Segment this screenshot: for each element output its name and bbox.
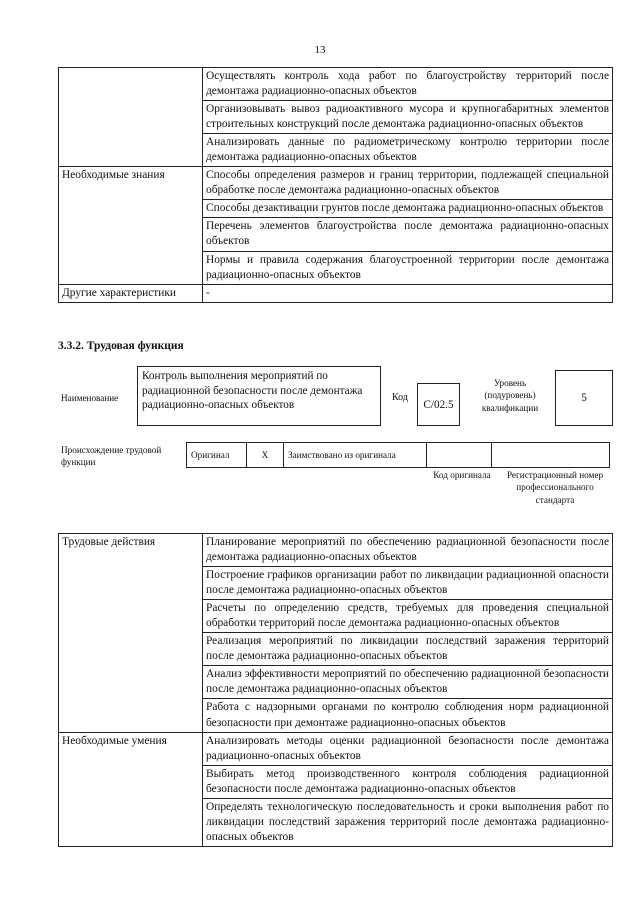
code-value: С/02.5	[417, 383, 460, 426]
original-code-cell	[426, 442, 492, 468]
table-cell: Перечень элементов благоустройства после демонтажа радиационно-опасных объектов	[203, 218, 613, 251]
page-number: 13	[314, 44, 326, 56]
row-label-actions: Трудовые действия	[59, 534, 203, 733]
table-cell: Способы дезактивации грунтов после демонтажа радиационно-опасных объектов	[203, 200, 613, 218]
original-label: Оригинал	[186, 442, 247, 468]
table-cell: Организовывать вывоз радиоактивного мусора и крупногабаритных элементов строительных конструкций после демонтажа радиационно-опасных объектов	[203, 101, 613, 134]
function-name: Контроль выполнения мероприятий по радиационной безопасности после демонтажа радиационно-опасных объектов	[137, 366, 381, 426]
table-cell: Работа с надзорными органами по контролю соблюдения норм радиационной безопасности при демонтаже радиационно-опасных объектов	[203, 699, 613, 732]
row-label-other: Другие характеристики	[59, 284, 203, 302]
table-row	[59, 732, 613, 765]
borrowed-label: Заимствовано из оригинала	[283, 442, 427, 468]
table-cell: Расчеты по определению средств, требуемых для проведения специальной обработки территорий после демонтажа радиационно-опасных объектов	[203, 600, 613, 633]
functions-table-continued	[58, 67, 613, 303]
row-label-knowledge: Необходимые знания	[59, 167, 203, 284]
table-cell: Планирование мероприятий по обеспечению радиационной безопасности после демонтажа радиационно-опасных объектов	[203, 534, 613, 567]
table-cell: Способы определения размеров и границ территории, подлежащей специальной обработке после демонтажа радиационно-опасных объектов	[203, 167, 613, 200]
table-cell: Осуществлять контроль хода работ по благоустройству территорий после демонтажа радиационно-опасных объектов	[203, 68, 613, 101]
origin-row	[186, 442, 610, 468]
table-cell: Анализировать данные по радиометрическому контролю территории после демонтажа радиационно-опасных объектов	[203, 134, 613, 167]
level-label: Уровень (подуровень) квалификации	[481, 378, 539, 413]
level-value: 5	[555, 370, 613, 426]
code-label: Код	[392, 392, 408, 403]
table-cell: Нормы и правила содержания благоустроенной территории после демонтажа радиационно-опасных объектов	[203, 251, 613, 284]
table-cell: Построение графиков организации работ по ликвидации радиационной опасности после демонтажа радиационно-опасных объектов	[203, 567, 613, 600]
registration-caption: Регистрационный номер профессионального стандарта	[506, 470, 604, 505]
table-cell: Анализировать методы оценки радиационной безопасности после демонтажа радиационно-опасных объектов	[203, 732, 613, 765]
table-row	[59, 68, 613, 101]
table-cell: Реализация мероприятий по ликвидации последствий заражения территорий после демонтажа радиационно-опасных объектов	[203, 633, 613, 666]
code-caption: Код оригинала	[433, 470, 491, 480]
name-label: Наименование	[61, 393, 119, 403]
table-cell: Определять технологическую последовательность и сроки выполнения работ по ликвидации последствий заражения территорий после демонтажа радиационно-опасных объектов	[203, 798, 613, 846]
section-heading: 3.3.2. Трудовая функция	[58, 340, 184, 352]
table-cell: Выбирать метод производственного контроля соблюдения радиационной безопасности после демонтажа радиационно-опасных объектов	[203, 765, 613, 798]
registration-number-cell	[491, 442, 610, 468]
table-cell: Анализ эффективности мероприятий по обеспечению радиационной безопасности после демонтажа радиационно-опасных объектов	[203, 666, 613, 699]
origin-label: Происхождение трудовой функции	[61, 445, 162, 467]
table-row	[59, 534, 613, 567]
row-label-skills: Необходимые умения	[59, 732, 203, 846]
row-label	[59, 68, 203, 167]
function-details-table	[58, 533, 613, 847]
table-cell: -	[203, 284, 613, 302]
table-row	[59, 284, 613, 302]
table-row	[59, 167, 613, 200]
original-mark: X	[246, 442, 284, 468]
